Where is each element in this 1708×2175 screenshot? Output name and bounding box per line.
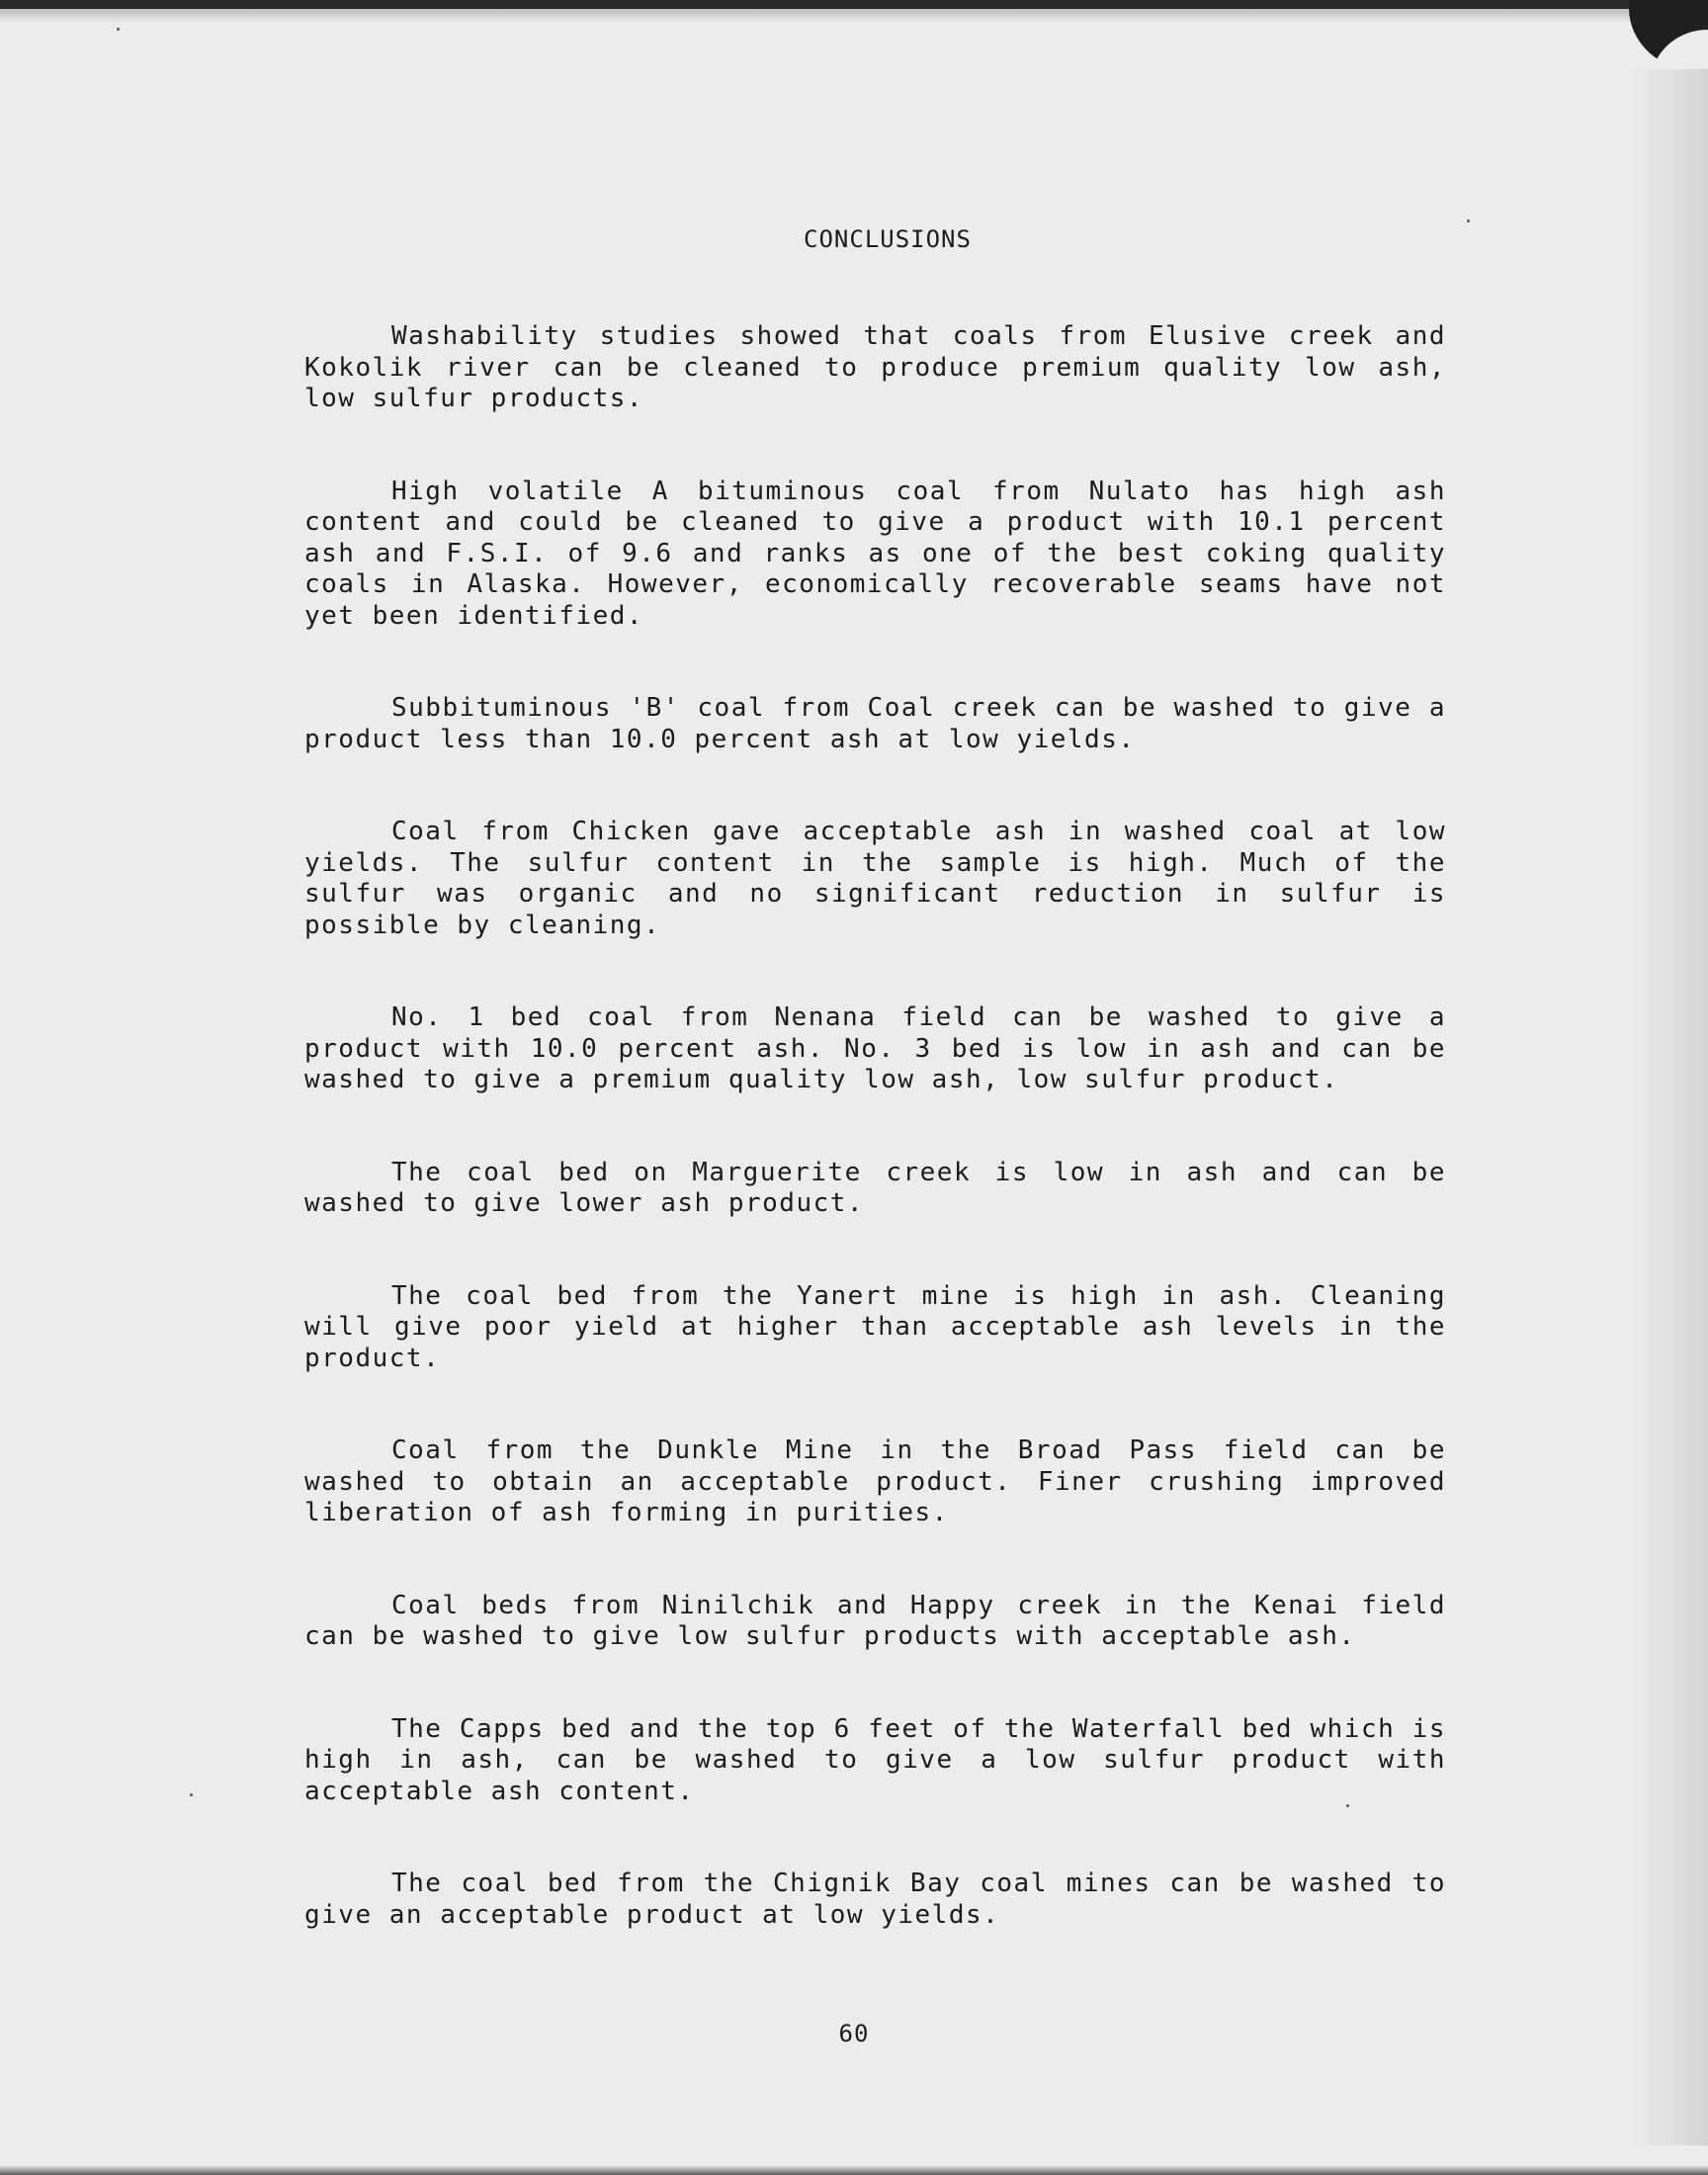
page-title: CONCLUSIONS [804, 225, 972, 253]
paragraph: The coal bed from the Yanert mine is high in ash. Cleaning will give poor yield at higher than acceptable ash levels in the product. [304, 1280, 1446, 1373]
page-right-shadow [1629, 69, 1708, 2145]
paragraph: Coal beds from Ninilchik and Happy creek in the Kenai field can be washed to give low sulfur products with acceptable ash. [304, 1590, 1446, 1651]
scan-speck [190, 1793, 193, 1796]
conclusions-body [304, 321, 1446, 1992]
scan-speck [1467, 219, 1470, 222]
page-top-shadow [0, 9, 1641, 23]
paragraph: Washability studies showed that coals from Elusive creek and Kokolik river can be cleaned to produce premium quality low ash, low sulfur products. [304, 321, 1446, 413]
page-bottom-edge [0, 2165, 1708, 2175]
paragraph: The coal bed on Marguerite creek is low in ash and can be washed to give lower ash product. [304, 1157, 1446, 1218]
paragraph: Coal from Chicken gave acceptable ash in washed coal at low yields. The sulfur content in the sample is high. Much of the sulfur was organic and no significant reduction in sulfur is possible by cleaning. [304, 817, 1446, 940]
paragraph: High volatile A bituminous coal from Nulato has high ash content and could be cleaned to give a product with 10.1 percent ash and F.S.I. of 9.6 and ranks as one of the best coking quality coals in Alaska. However, economically recoverable seams have not yet been identified. [304, 476, 1446, 631]
paragraph: Coal from the Dunkle Mine in the Broad Pass field can be washed to obtain an acceptable product. Finer crushing improved liberation of ash forming in purities. [304, 1436, 1446, 1527]
scan-speck [117, 28, 120, 31]
paragraph: The coal bed from the Chignik Bay coal mines can be washed to give an acceptable product at low yields. [304, 1869, 1446, 1930]
paragraph: No. 1 bed coal from Nenana field can be washed to give a product with 10.0 percent ash. No. 3 bed is low in ash and can be washed to give a premium quality low ash, low sulfur product. [304, 1002, 1446, 1094]
paragraph: The Capps bed and the top 6 feet of the Waterfall bed which is high in ash, can be washed to give a low sulfur product with acceptable ash content. [304, 1713, 1446, 1806]
paragraph: Subbituminous 'B' coal from Coal creek can be washed to give a product less than 10.0 percent ash at low yields. [304, 693, 1446, 754]
page-top-edge [0, 0, 1641, 9]
page-corner-curl [1629, 0, 1708, 71]
page-number: 60 [838, 2020, 870, 2047]
